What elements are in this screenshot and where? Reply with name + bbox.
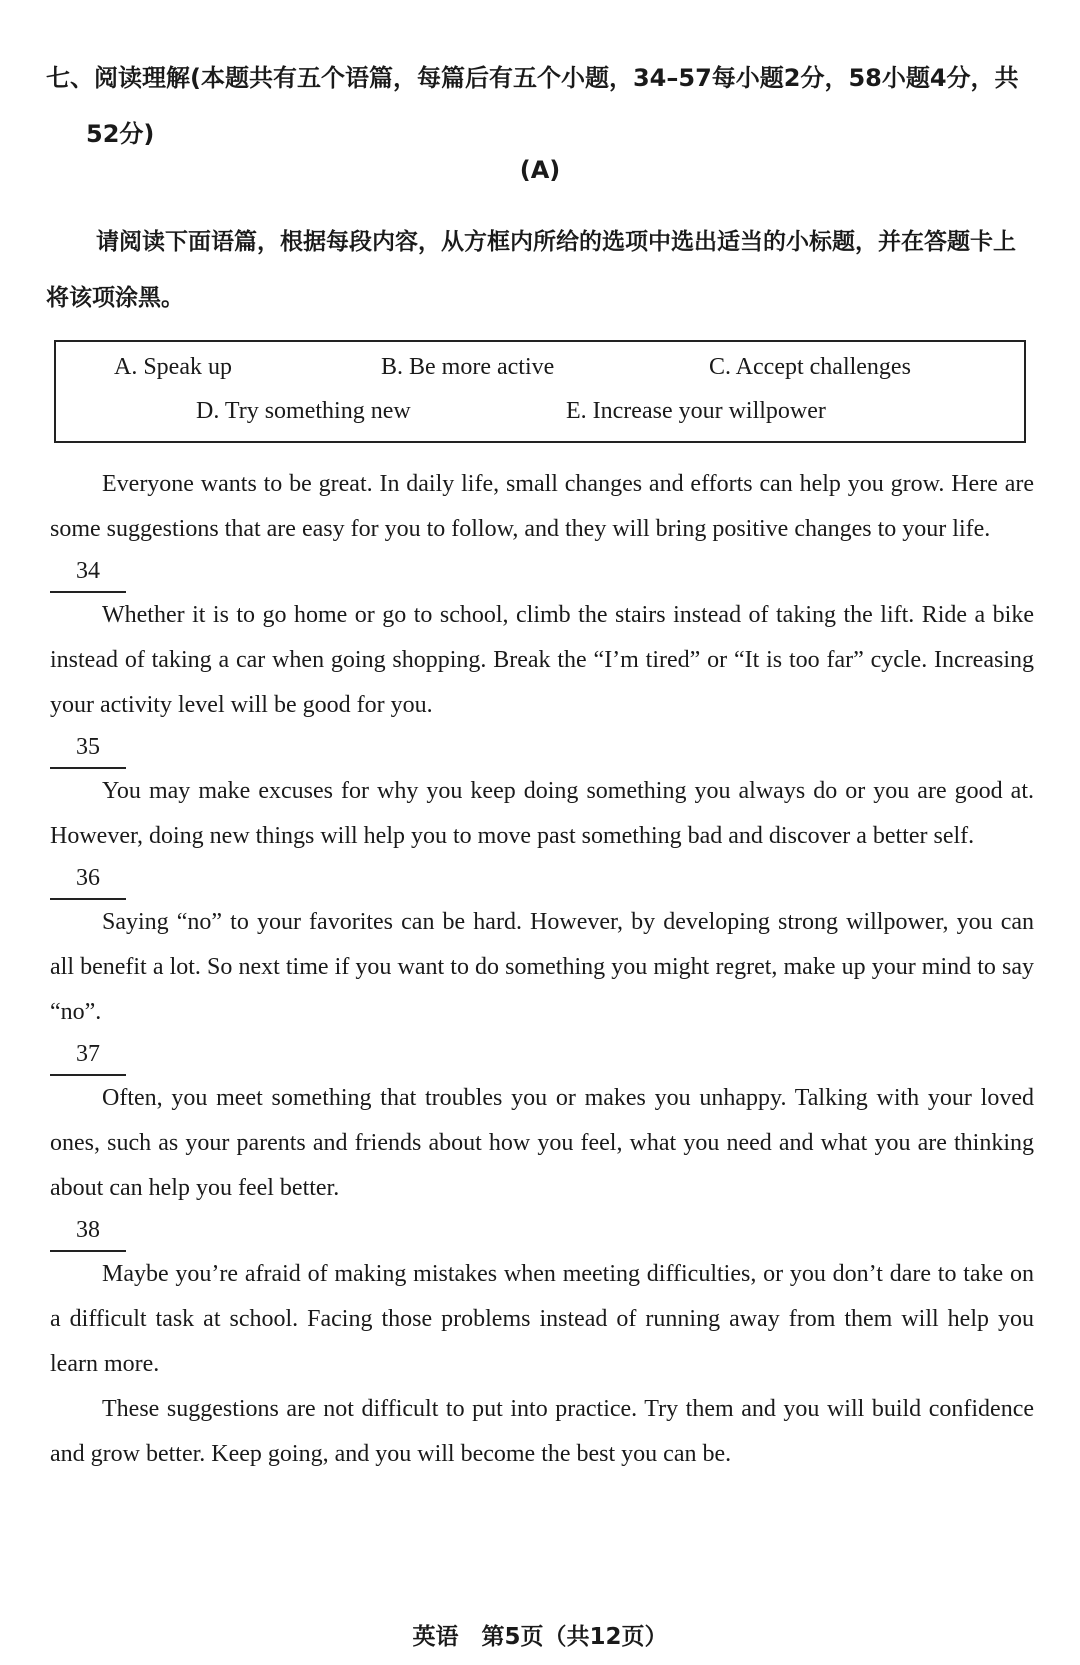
option-c: C. Accept challenges [709, 354, 911, 380]
instruction-text: 请阅读下面语篇，根据每段内容，从方框内所给的选项中选出适当的小标题，并在答题卡上将该项涂黑。 [46, 229, 1016, 311]
paragraph-37: Often, you meet something that troubles you or makes you unhappy. Talking with your loved ones, such as your parents and friends about how you feel, what you need and what you are thinking about can help you feel better. [50, 1085, 1034, 1201]
answer-blank-36: 36 [50, 859, 126, 900]
passage [50, 462, 1034, 1477]
section-heading [46, 50, 1036, 162]
option-e: E. Increase your willpower [566, 398, 826, 424]
passage-intro: Everyone wants to be great. In daily life, small changes and efforts can help you grow. Here are some suggestions that are easy for you to follow, and they will bring positive changes to your life. [50, 471, 1034, 542]
answer-blank-38: 38 [50, 1211, 126, 1252]
paragraph-38: Maybe you’re afraid of making mistakes when meeting difficulties, or you don’t dare to take on a difficult task at school. Facing those problems instead of running away from them will help you learn more. [50, 1261, 1034, 1377]
section-heading-line1: 七、阅读理解(本题共有五个语篇，每篇后有五个小题，34–57每小题2分，58小题4分，共 [46, 64, 1019, 92]
paragraph-34: Whether it is to go home or go to school, climb the stairs instead of taking the lift. Ride a bike instead of taking a car when going shopping. Break the “I’m tired” or “It is too far” cycle. Increasing your activity level will be good for you. [50, 602, 1034, 718]
answer-blank-35: 35 [50, 728, 126, 769]
page-footer: 英语 第5页（共12页） [412, 1624, 668, 1650]
option-d: D. Try something new [196, 398, 411, 424]
section-heading-line2: 52分) [86, 120, 155, 148]
answer-blank-37: 37 [50, 1035, 126, 1076]
options-box [54, 340, 1026, 443]
answer-blank-34: 34 [50, 552, 126, 593]
option-b: B. Be more active [381, 354, 555, 380]
paragraph-36: Saying “no” to your favorites can be hard. However, by developing strong willpower, you can all benefit a lot. So next time if you want to do something you might regret, make up your mind to say “no”. [50, 909, 1034, 1025]
part-label: (A) [519, 156, 561, 184]
paragraph-35: You may make excuses for why you keep doing something you always do or you are good at. However, doing new things will help you to move past something bad and discover a better self. [50, 778, 1034, 849]
passage-conclusion: These suggestions are not difficult to put into practice. Try them and you will build confidence and grow better. Keep going, and you will become the best you can be. [50, 1396, 1034, 1467]
option-a: A. Speak up [114, 354, 232, 380]
